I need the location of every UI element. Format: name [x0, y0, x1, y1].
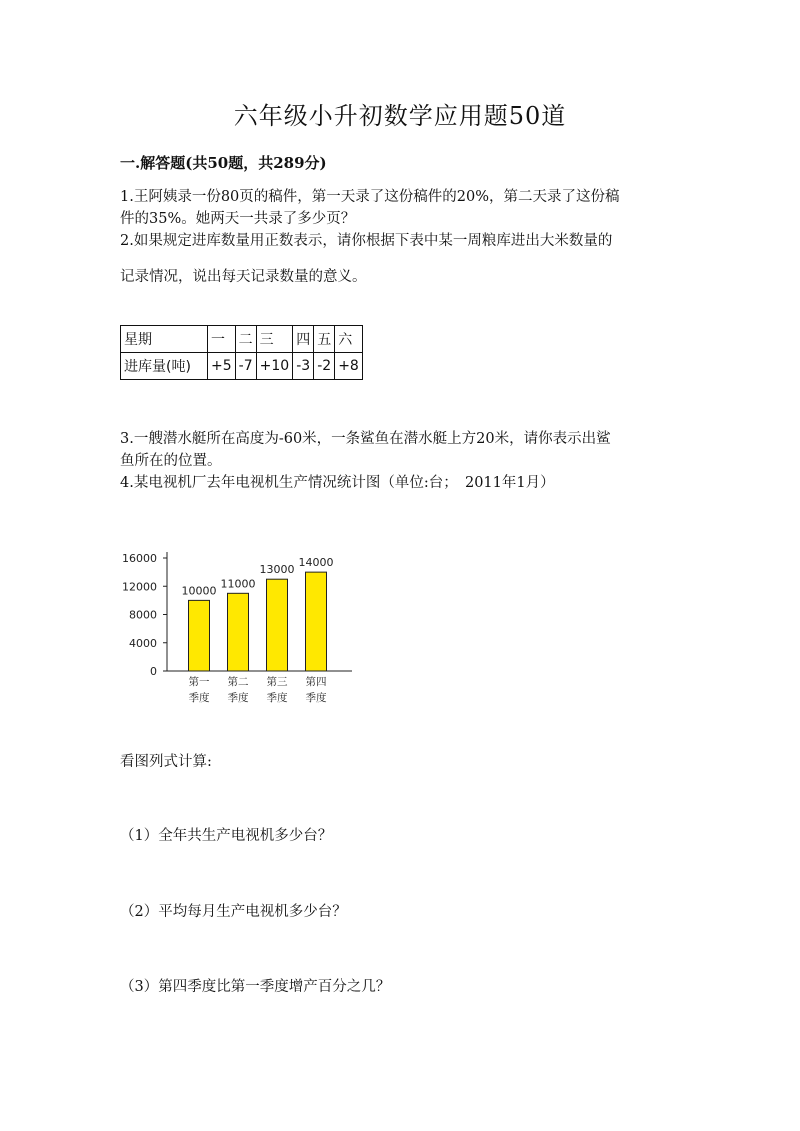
table-cell: 二	[235, 326, 256, 353]
data-label: 10000	[181, 584, 217, 598]
table-cell: +5	[208, 353, 236, 380]
data-label: 13000	[259, 563, 295, 577]
page-title: 六年级小升初数学应用题50道	[233, 102, 567, 130]
bar	[189, 600, 210, 671]
question-4-sub-2: （2）平均每月生产电视机多少台？	[120, 904, 347, 920]
grain-record-table	[120, 325, 363, 380]
table-cell: 三	[256, 326, 293, 353]
table-header-row	[121, 326, 363, 353]
x-tick-label: 第一	[188, 676, 210, 688]
table-cell: +10	[256, 353, 293, 380]
section-header: 一.解答题(共50题，共289分)	[120, 154, 327, 172]
y-tick-label: 0	[150, 665, 157, 678]
data-label: 11000	[220, 577, 256, 591]
x-tick-label: 第四	[305, 676, 327, 688]
question-1-line-1: 1.王阿姨录一份80页的稿件，第一天录了这份稿件的20%，第二天录了这份稿	[120, 189, 620, 205]
table-cell: 六	[335, 326, 363, 353]
bar	[228, 593, 249, 671]
table-cell: 星期	[121, 326, 208, 353]
table-cell: -3	[293, 353, 314, 380]
tv-production-bar-chart	[112, 538, 372, 713]
table-cell: +8	[335, 353, 363, 380]
data-label: 14000	[298, 556, 334, 570]
question-4-line-1: 4.某电视机厂去年电视机生产情况统计图（单位:台； 2011年1月）	[120, 475, 555, 491]
question-4-sub-1: （1）全年共生产电视机多少台？	[120, 828, 333, 844]
x-tick-label: 季度	[266, 692, 288, 704]
question-2-line-1: 2.如果规定进库数量用正数表示，请你根据下表中某一周粮库进出大米数量的	[120, 233, 613, 249]
x-tick-label: 季度	[227, 692, 249, 704]
table-cell: 五	[314, 326, 335, 353]
question-3-line-2: 鱼所在的位置。	[120, 453, 222, 469]
table-cell: 进库量(吨)	[121, 353, 208, 380]
table-cell: -2	[314, 353, 335, 380]
y-tick-label: 16000	[122, 552, 157, 565]
question-1-line-2: 件的35%。她两天一共录了多少页？	[120, 211, 356, 227]
y-tick-label: 4000	[129, 636, 157, 650]
x-tick-label: 季度	[305, 692, 327, 704]
table-cell: 一	[208, 326, 236, 353]
question-4-sub-3: （3）第四季度比第一季度增产百分之几？	[120, 979, 391, 995]
question-2-line-2: 记录情况，说出每天记录数量的意义。	[120, 269, 367, 285]
question-3-line-1: 3.一艘潜水艇所在高度为-60米，一条鲨鱼在潜水艇上方20米，请你表示出鲨	[120, 431, 611, 447]
bar	[306, 572, 327, 671]
question-4-prompt: 看图列式计算:	[120, 754, 212, 770]
table-cell: -7	[235, 353, 256, 380]
table-cell: 四	[293, 326, 314, 353]
x-tick-label: 季度	[188, 692, 210, 704]
bar	[267, 579, 288, 671]
y-tick-label: 8000	[129, 608, 157, 622]
table-row	[121, 353, 363, 380]
y-tick-label: 12000	[122, 580, 157, 594]
x-tick-label: 第二	[227, 676, 249, 688]
x-tick-label: 第三	[266, 676, 288, 688]
